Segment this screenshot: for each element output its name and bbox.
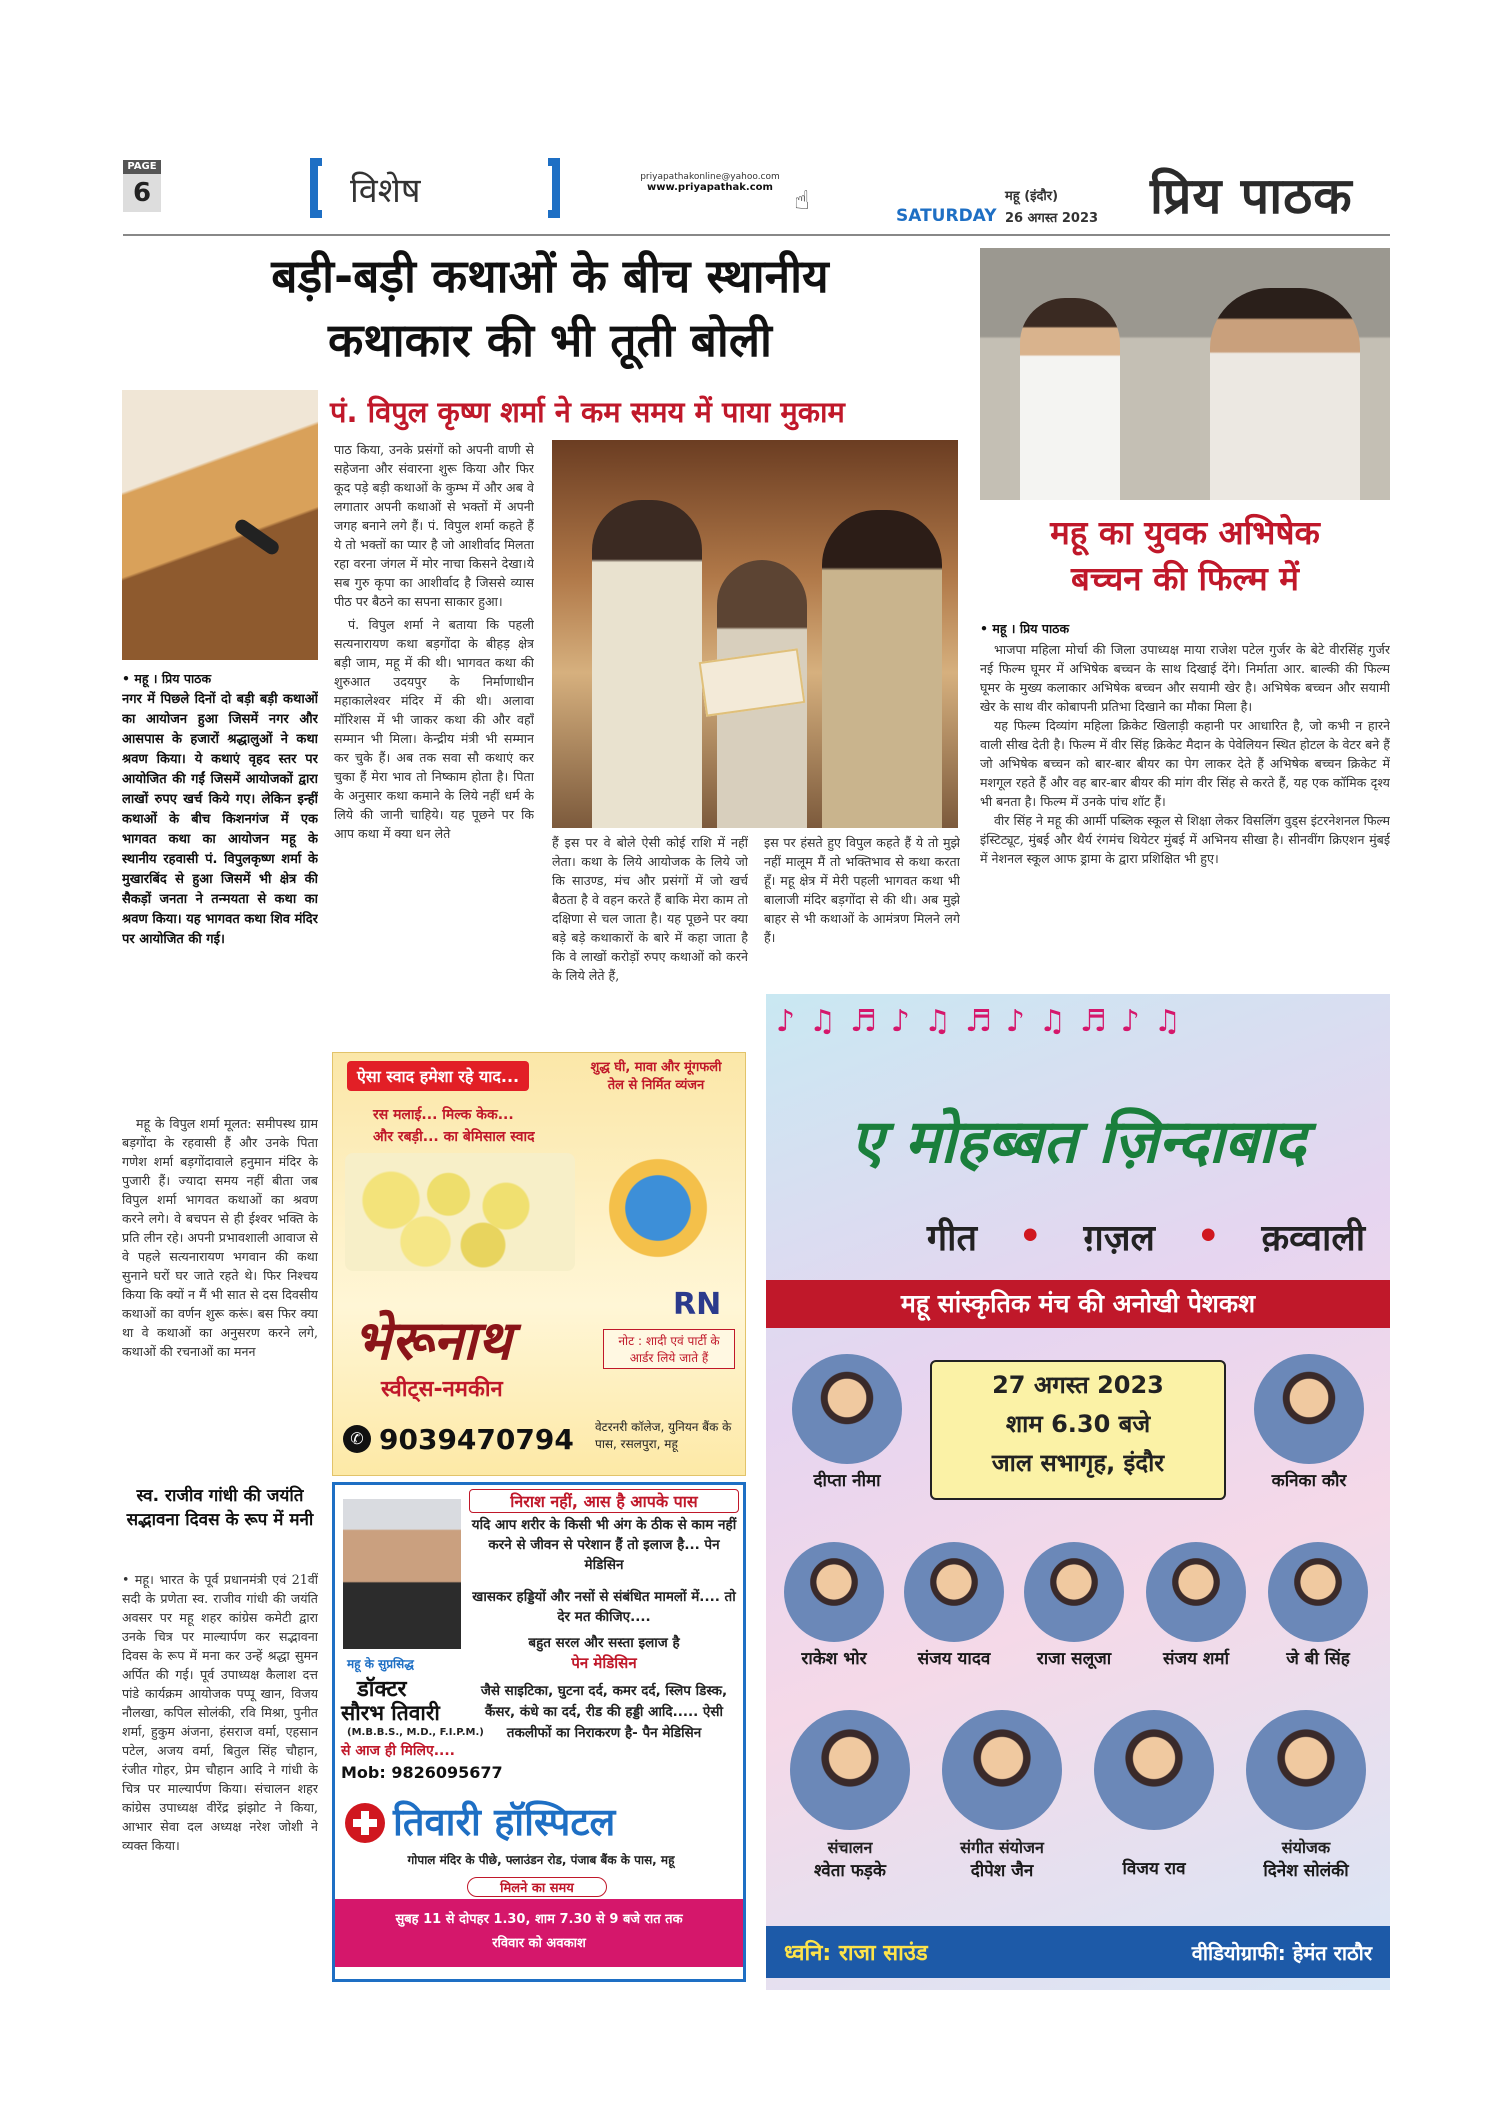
col2-text-2: पं. विपुल शर्मा ने बताया कि पहली सत्यनारायण कथा बड़गोंदा के बीहड़ क्षेत्र बड़ी जाम, महू में की थी। भागवत कथा की शुरुआत उदयपुर के निर्माणाधीन महाकालेश्वर मंदिर में की थी। अलावा मॉरिशस में भी जाकर कथा की और वहाँ सम्मान भी मिला। केन्द्रीय मंत्री भी सम्मान कर चुके हैं। अब तक सवा सौ कथाएं कर चुका हैं मेरा भाव तो निष्काम होता है। पिता के अनुसार कथा कमाने के लिये नहीं धर्म के लिये की जानी चाहिये। यह पूछने पर कि आप कथा में क्या धन लेते: [334, 617, 534, 841]
microphone-icon: [233, 517, 282, 557]
rajiv-text: • महू। भारत के पूर्व प्रधानमंत्री एवं 21वीं सदी के प्रणेता स्व. राजीव गांधी की जयंति अवसर पर महू शहर कांग्रेस कमेटी द्वारा उनके चित्र पर माल्यार्पण कर सद्भावना दिवस के रूप में मना कर उन्हें श्रद्धा सुमन अर्पित की गई। पूर्व उपाध्यक्ष कैलाश दत्त पांडे कार्यक्रम आयोजक पप्पू खान, विजय नौलखा, कपिल सोलंकी, रवि मिश्रा, पुनीत शर्मा, हुकुम अंजना, हंसराज वर्मा, एहसान पटेल, अजय वर्मा, बितुल सिंह चौहान, रंजीत गोहर, प्रेम चौहान आदि ने गांधी के चित्र पर माल्यार्पण किया। संचालन शहर कांग्रेस उपाध्यक्ष वीरेंद्र झंझोट ने किया, आभार सेवा दल अध्यक्ष नरेश जोशी ने व्यक्त किया।: [122, 1572, 318, 1853]
event-banner-text: महू सांस्कृतिक मंच की अनोखी पेशकश: [900, 1289, 1256, 1318]
date-label: 26 अगस्त 2023: [1005, 211, 1099, 226]
place-label: महू (इंदौर): [1005, 189, 1059, 204]
singer-photo: [1268, 1542, 1368, 1642]
singer-photo: [784, 1542, 884, 1642]
web-links: [630, 172, 790, 193]
credit-role: [1084, 1836, 1224, 1856]
sweets-line-2: और रबड़ी... का बेमिसाल स्वाद: [373, 1129, 535, 1145]
hospital-top: निराश नहीं, आस है आपके पास: [469, 1489, 739, 1513]
hospital-para-2: खासकर हड्डियों और नसों से संबंधित मामलों में.... तो देर मत कीजिए....: [472, 1589, 736, 1625]
kathakar-portrait-photo: [122, 390, 318, 660]
sweets-brand: भेरूनाथ: [353, 1309, 512, 1372]
person-right: [822, 510, 942, 828]
video-credit: वीडियोग्राफी: हेमंत राठौर: [1191, 1940, 1372, 1965]
singer-name: संजय शर्मा: [1162, 1649, 1229, 1669]
phone-icon: ✆: [343, 1425, 371, 1453]
credit-photo: [942, 1710, 1062, 1830]
singer-4: [896, 1542, 1012, 1669]
section-tag: [310, 158, 560, 220]
genre-qawwali: क़व्वाली: [1261, 1218, 1366, 1259]
sweets-phone: 9039470794: [379, 1423, 574, 1456]
email: priyapathakonline@yahoo.com: [640, 172, 780, 182]
credit-photo: [1094, 1710, 1214, 1830]
film-still-photo: [980, 248, 1390, 500]
story-lead: नगर में पिछले दिनों दो बड़ी बड़ी कथाओं का आयोजन हुआ जिसमें नगर और आसपास के हजारों श्रद्धालुओं ने कथा श्रवण किया। ये कथाएं वृहद स्तर पर आयोजित की गईं जिसमें आयोजकों द्वारा लाखों रुपए खर्च किये गए। लेकिन इन्हीं कथाओं के बीच किशनगंज में एक भागवत कथा का आयोजन महू के स्थानीय रहवासी पं. विपुलकृष्ण शर्मा के मुखारबिंद से हुआ जिसमें भी क्षेत्र की सैकड़ों जनता ने तन्मयता से कथा का श्रवण किया। यह भागवत कथा शिव मंदिर पर आयोजित की गई।: [122, 692, 318, 947]
sweets-tagline: ऐसा स्वाद हमेशा रहे याद...: [347, 1061, 529, 1091]
singer-2: [1244, 1354, 1374, 1491]
story-dateline: • महू । प्रिय पाठक: [122, 671, 212, 686]
singer-name: राकेश भोर: [801, 1649, 867, 1669]
doctor-name: सौरभ तिवारी: [341, 1701, 440, 1725]
event-time: शाम 6.30 बजे: [1005, 1410, 1151, 1438]
credit-name: दीपेश जैन: [970, 1861, 1034, 1881]
credit-role: संचालन: [827, 1838, 873, 1857]
page-badge: [123, 160, 161, 216]
music-notes-border: ♪♫♬♪♫♬♪♫♬♪♫: [776, 1004, 1195, 1039]
singer-3: [776, 1542, 892, 1669]
film-text-2: यह फिल्म दिव्यांग महिला क्रिकेट खिलाड़ी कहानी पर आधारित है, जो कभी न हारने वाली सीख देती है। फिल्म में वीर सिंह क्रिकेट मैदान के पेवेलियन स्थित होटल के वेटर बने हैं जो अभिषेक बच्चन को बार-बार बीयर का पेग लाकर देते हैं अभिषेक बच्चन क्रिकेट में मशगूल रहते हैं और वह बार-बार बीयर की मांग वीर सिंह से करते हैं, यह एक कॉमिक दृश्य भी बनता है। फिल्म में उनके पांच शॉट हैं।: [980, 718, 1390, 809]
event-banner: [766, 1280, 1390, 1328]
story-col3-body: [552, 833, 748, 1003]
credit-4: [1236, 1710, 1376, 1881]
sub-headline: पं. विपुल कृष्ण शर्मा ने कम समय में पाया मुकाम: [330, 395, 845, 429]
bracket-right: [548, 158, 560, 218]
event-title: ए मोहब्बत ज़िन्दाबाद: [850, 1107, 1306, 1177]
credit-name: दिनेश सोलंकी: [1263, 1861, 1349, 1881]
singer-name: राजा सलूजा: [1036, 1649, 1112, 1669]
newspaper-logo: प्रिय पाठक: [1150, 167, 1353, 225]
doctor-title: डॉक्टर: [357, 1677, 407, 1702]
website: www.priyapathak.com: [647, 182, 773, 193]
sweets-image: [345, 1153, 575, 1271]
singer-name: कनिका कौर: [1271, 1471, 1347, 1491]
hospital-para-3b: पेन मेडिसिन: [571, 1654, 637, 1672]
sweets-address: वेटरनरी कॉलेज, युनियन बैंक के पास, रसलपुरा, महू: [595, 1420, 732, 1451]
page-label: PAGE: [123, 160, 161, 174]
col1-text: महू के विपुल शर्मा मूलत: समीपस्थ ग्राम बड़गोंदा के रहवासी हैं और उनके पिता गणेश शर्मा बड़गोंदावाले हनुमान मंदिर के पुजारी हैं। ज्यादा समय नहीं बीता जब विपुल शर्मा भागवत कथाओं का श्रवण करने लगे। वे बचपन से ही ईश्वर भक्ति के प्रति लीन रहे। अपनी प्रभावशाली आवाज से वे पहले सत्यनारायण भगवान की कथा सुनाने घरों घर जाते रहते थे। फिर निश्चय किया कि क्यों न मैं भी सात से दस दिवसीय कथाओं का वर्णन शुरू करूं। बस फिर क्या था वे कथाओं का अनुसरण करने लगे, कथाओं की रचनाओं का मनन: [122, 1116, 318, 1359]
col4-text: इस पर हंसते हुए विपुल कहते हैं ये तो मुझे नहीं मालूम मैं तो भक्तिभाव से कथा करता हूँ। महू क्षेत्र में मेरी पहली भागवत कथा भी बालाजी मंदिर बड़गोंदा से की थी। अब मुझे बाहर से भी कथाओं के आमंत्रण मिलने लगे हैं।: [764, 835, 960, 945]
event-venue: जाल सभागृह, इंदौर: [991, 1449, 1165, 1477]
main-headline: [140, 244, 960, 372]
day-label: SATURDAY: [896, 206, 997, 226]
genre-ghazal: ग़ज़ल: [1083, 1218, 1155, 1259]
actor-abhishek: [1210, 288, 1360, 500]
hospital-ad: [332, 1482, 746, 1982]
sweets-line-1: रस मलाई... मिल्क केक...: [373, 1107, 514, 1123]
genre-geet: गीत: [926, 1218, 977, 1259]
singer-5: [1016, 1542, 1132, 1669]
singer-6: [1138, 1542, 1254, 1669]
col2-text-1: पाठ किया, उनके प्रसंगों को अपनी वाणी से सहेजना और संवारना शुरू किया और फिर कूद पड़े बड़ी कथाओं के कुम्भ में और अब वे लगातार अपनी कथाओं से भक्तों में अपनी जगह बनाने लगे हैं। पं. विपुल शर्मा कहते हैं ये तो भक्तों का प्यार है जो आशीर्वाद मिलता रहा वरना जंगल में मोर नाचा किसने देखा।ये सब गुरु कृपा का आशीर्वाद है जिससे व्यास पीठ पर बैठने का सपना साकार हुआ।: [334, 442, 534, 609]
singer-photo: [904, 1542, 1004, 1642]
event-date: 27 अगस्त 2023: [992, 1371, 1164, 1399]
credit-role: संगीत संयोजन: [960, 1838, 1044, 1857]
timing-bar: [335, 1899, 743, 1967]
credit-role: संयोजक: [1281, 1838, 1331, 1857]
masthead-rule: [123, 234, 1390, 236]
singer-name: संजय यादव: [917, 1649, 991, 1669]
genre-dot-2: •: [1196, 1216, 1220, 1257]
sweets-note: नोट : शादी एवं पार्टी के आर्डर लिये जाते हैं: [603, 1329, 735, 1369]
singer-photo: [1146, 1542, 1246, 1642]
actor-waiter: [1020, 298, 1120, 500]
sweets-corner: [571, 1059, 741, 1095]
rajiv-headline: स्व. राजीव गांधी की जयंति सद्भावना दिवस के रूप में मनी: [126, 1486, 314, 1530]
credit-name: श्वेता फड़के: [814, 1861, 886, 1881]
krishna-illustration: [583, 1145, 733, 1285]
doctor-mobile: Mob: 9826095677: [341, 1763, 503, 1782]
timing-title: मिलने का समय: [467, 1877, 607, 1897]
sweets-corner-1: शुद्ध घी, मावा और मूंगफली: [590, 1060, 722, 1075]
headline-line-2: कथाकार की भी तूती बोली: [328, 313, 772, 367]
story-col4-body: [764, 833, 960, 963]
sweets-brand-sub: स्वीट्स-नमकीन: [381, 1377, 503, 1402]
film-text-3: वीर सिंह ने महू की आर्मी पब्लिक स्कूल से शिक्षा लेकर विसलिंग वुड्स इंटरनेशनल फिल्म इंस्टिट्यूट, मुंबई और थैर्य रंगमंच थियेटर मुंबई में अभिनय सीखा है। सीनवींग क्रिएशन मुंबई में नेशनल स्कूल आफ ड्रामा के द्वारा प्रशिक्षित भी हुए।: [980, 813, 1390, 866]
event-genres: [906, 1212, 1386, 1261]
rajiv-body: [122, 1570, 318, 1990]
singer-1: [782, 1354, 912, 1491]
story-col1-body: [122, 1114, 318, 1474]
hospital-para-1: यदि आप शरीर के किसी भी अंग के ठीक से काम नहीं करने से जीवन से परेशान हैं तो इलाज है... पेन मेडिसिन: [471, 1517, 737, 1573]
hospital-address: गोपाल मंदिर के पीछे, फ्लाउंडन रोड, पंजाब बैंक के पास, महू: [407, 1853, 675, 1867]
col3-text: हैं इस पर वे बोले ऐसी कोई राशि में नहीं लेता। कथा के लिये आयोजक के लिये जो कि साउण्ड, मंच और प्रसंगों में जो खर्च बैठता है वे वहन करते हैं बाकि मेरा काम तो दक्षिणा से चल जाता है। यह पूछने पर क्या बड़े बड़े कथाकारों के बारे में कहा जाता है कि वे लाखों करोड़ों रुपए कथाओं को करने के लिये लेते हैं,: [552, 835, 748, 983]
headline-line-1: बड़ी-बड़ी कथाओं के बीच स्थानीय: [271, 249, 829, 303]
singer-7: [1260, 1542, 1376, 1669]
felicitation-photo: [552, 440, 958, 828]
film-dateline: • महू । प्रिय पाठक: [980, 621, 1070, 636]
film-body: [980, 640, 1390, 986]
doctor-meet: से आज ही मिलिए....: [341, 1743, 455, 1759]
singer-photo: [1024, 1542, 1124, 1642]
sweets-ad: [332, 1052, 746, 1476]
sound-credit: ध्वनि: राजा साउंड: [784, 1941, 928, 1966]
hospital-para-4: जैसे साइटिका, घुटना दर्द, कमर दर्द, स्लिप डिस्क, कैंसर, कंधे का दर्द, रीड की हड्डी आदि..... ऐसी तकलीफों का निराकरण है- पैन मेडिसिन: [480, 1683, 728, 1741]
timing-text: सुबह 11 से दोपहर 1.30, शाम 7.30 से 9 बजे रात तक: [395, 1912, 683, 1927]
cross-v: [361, 1811, 369, 1835]
doctor-photo: [343, 1499, 461, 1649]
music-event-ad: [766, 994, 1390, 1990]
hospital-para-3: बहुत सरल और सस्ता इलाज है: [528, 1635, 680, 1651]
event-info-box: [930, 1360, 1226, 1500]
credit-1: [780, 1710, 920, 1881]
credits-bar: [766, 1926, 1390, 1978]
rn-logo: RN: [673, 1287, 722, 1322]
film-headline-1: महू का युवक अभिषेक: [1050, 513, 1320, 552]
singer-photo: [792, 1354, 902, 1464]
page-number: 6: [123, 174, 161, 212]
credit-3: [1084, 1710, 1224, 1879]
doctor-degree: (M.B.B.S., M.D., F.I.P.M.): [347, 1727, 484, 1738]
singer-name: दीप्ता नीमा: [813, 1471, 881, 1491]
red-cross-icon: [345, 1803, 385, 1843]
sweets-corner-2: तेल से निर्मित व्यंजन: [607, 1078, 705, 1093]
credit-photo: [790, 1710, 910, 1830]
genre-dot-1: •: [1018, 1216, 1042, 1257]
hospital-name: तिवारी हॉस्पिटल: [393, 1800, 616, 1844]
singer-photo: [1254, 1354, 1364, 1464]
person-left: [592, 500, 702, 828]
credit-photo: [1246, 1710, 1366, 1830]
bracket-left: [310, 158, 322, 218]
film-headline-2: बच्चन की फिल्म में: [1071, 559, 1299, 598]
story-col2-body: [334, 440, 534, 986]
doctor-label: महू के सुप्रसिद्ध: [347, 1657, 414, 1671]
holiday-text: रविवार को अवकाश: [492, 1936, 586, 1951]
film-headline: [980, 510, 1390, 602]
singer-name: जे बी सिंह: [1286, 1649, 1350, 1669]
film-text-1: भाजपा महिला मोर्चा की जिला उपाध्यक्ष माया राजेश पटेल गुर्जर के बेटे वीरसिंह गुर्जर नई फिल्म घूमर में अभिषेक बच्चन के साथ दिखाई देंगे। निर्माता आर. बाल्की की फिल्म घूमर के मुख्य कलाकार अभिषेक बच्चन और सयामी खेर है। अभिषेक बच्चन और सयामी खेर के साथ वीर कोबापनी प्रतिभा दिखाने का मौका मिला है।: [980, 642, 1390, 714]
credit-2: [932, 1710, 1072, 1881]
hand-pointer-icon: ☝: [794, 186, 810, 216]
credit-name: विजय राव: [1122, 1859, 1186, 1879]
section-title: विशेष: [350, 171, 421, 211]
